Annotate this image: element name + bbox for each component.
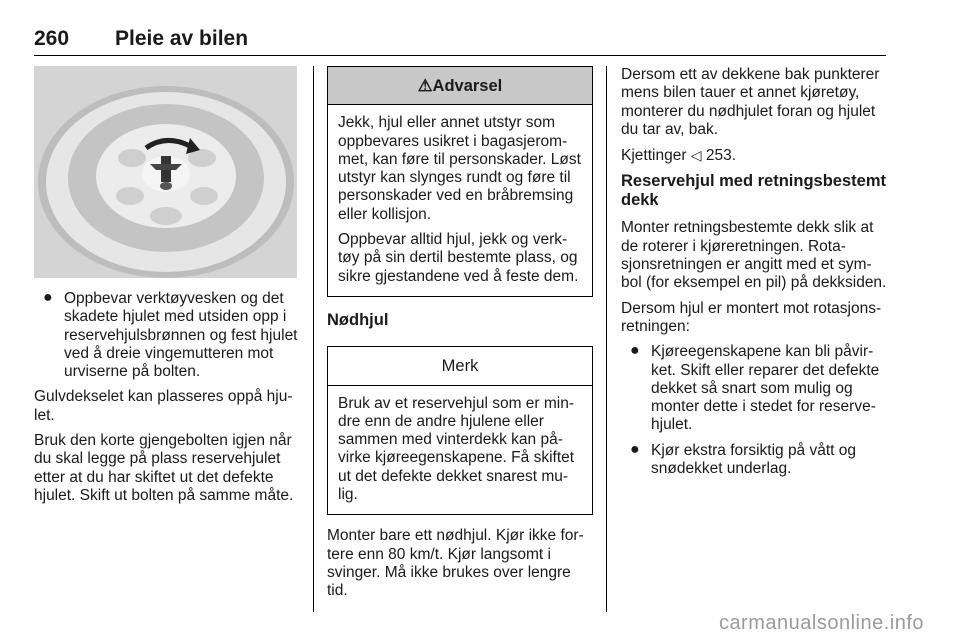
column-divider-left xyxy=(313,66,314,612)
paragraph: Gulvdekselet kan plasseres oppå hjulet. xyxy=(34,388,293,424)
page-reference[interactable]: 253. xyxy=(705,147,737,165)
list-item: ● Kjør ekstra forsiktig på vått og snødekket underlag. xyxy=(630,440,857,478)
paragraph: Dersom hjul er montert mot rotasjonsretningen: xyxy=(621,299,882,335)
page-number: 260 xyxy=(34,27,70,50)
column-divider-right xyxy=(606,66,607,612)
section-heading: Reservehjul med retningsbestemt dekk xyxy=(621,172,886,210)
page-reference-icon: ◁ xyxy=(690,147,702,164)
bullet-icon: ● xyxy=(43,289,53,306)
list-item: ● Kjøreegenskapene kan bli påvirket. Skift eller reparer det defekte dekket så snart som mulig og monter dette i stedet for reservehjulet. xyxy=(630,342,880,434)
page-title: Pleie av bilen xyxy=(115,27,249,50)
section-heading: Nødhjul xyxy=(327,310,389,329)
note-heading: Merk xyxy=(328,347,592,385)
right-column xyxy=(621,66,887,485)
warning-heading: ⚠Advarsel xyxy=(328,67,592,105)
list-item: ● Oppbevar verktøyvesken og det skadete hjulet med utsiden opp i reservehjulsbrønnen og fest hjulet ved å dreie vingemutteren mot urviserne på bolten. xyxy=(43,289,298,381)
warning-icon: ⚠ xyxy=(417,77,433,95)
paragraph: Bruk av et reservehjul som er mindre enn de andre hjulene eller sammen med vinterdekk kan påvirke kjøreegenskapene. Få skiftet ut det defekte dekket snarest mulig. xyxy=(338,394,575,504)
cross-reference: Kjettinger ◁ 253. xyxy=(621,147,737,165)
spare-wheel-illustration xyxy=(34,66,297,278)
watermark: carmanualsonline.info xyxy=(718,612,924,634)
bullet-icon: ● xyxy=(630,342,640,360)
paragraph: Jekk, hjul eller annet utstyr som oppbevares usikret i bagasjerommet, kan føre til personskader. Løst utstyr kan slynges rundt og føre til personskader ved en bråbremsing eller kollisjon. xyxy=(338,114,581,223)
bullet-icon: ● xyxy=(630,440,640,458)
header-rule xyxy=(34,55,886,56)
paragraph: Monter bare ett nødhjul. Kjør ikke fortere enn 80 km/t. Kjør langsomt i svinger. Må ikke brukes over lengre tid. xyxy=(327,527,584,600)
left-column xyxy=(34,66,299,512)
middle-column xyxy=(327,66,593,608)
paragraph: Dersom ett av dekkene bak punkterer mens bilen tauer et annet kjøretøy, monterer du nødhjulet foran og hjulet du tar av, bak. xyxy=(621,66,880,138)
paragraph: Monter retningsbestemte dekk slik at de roterer i kjøreretningen. Rotasjonsretningen er angitt med et symbol (for eksempel en pil) på dekksiden. xyxy=(621,219,887,292)
paragraph: Oppbevar alltid hjul, jekk og verktøy på sin dertil bestemte plass, og sikre gjestandene ved å feste dem. xyxy=(338,231,579,285)
paragraph: Bruk den korte gjengebolten igjen når du skal legge på plass reservehjulet etter at du har skiftet ut det defekte hjulet. Skift ut bolten på samme måte. xyxy=(34,432,294,504)
warning-box xyxy=(327,66,593,297)
note-box xyxy=(327,346,593,515)
